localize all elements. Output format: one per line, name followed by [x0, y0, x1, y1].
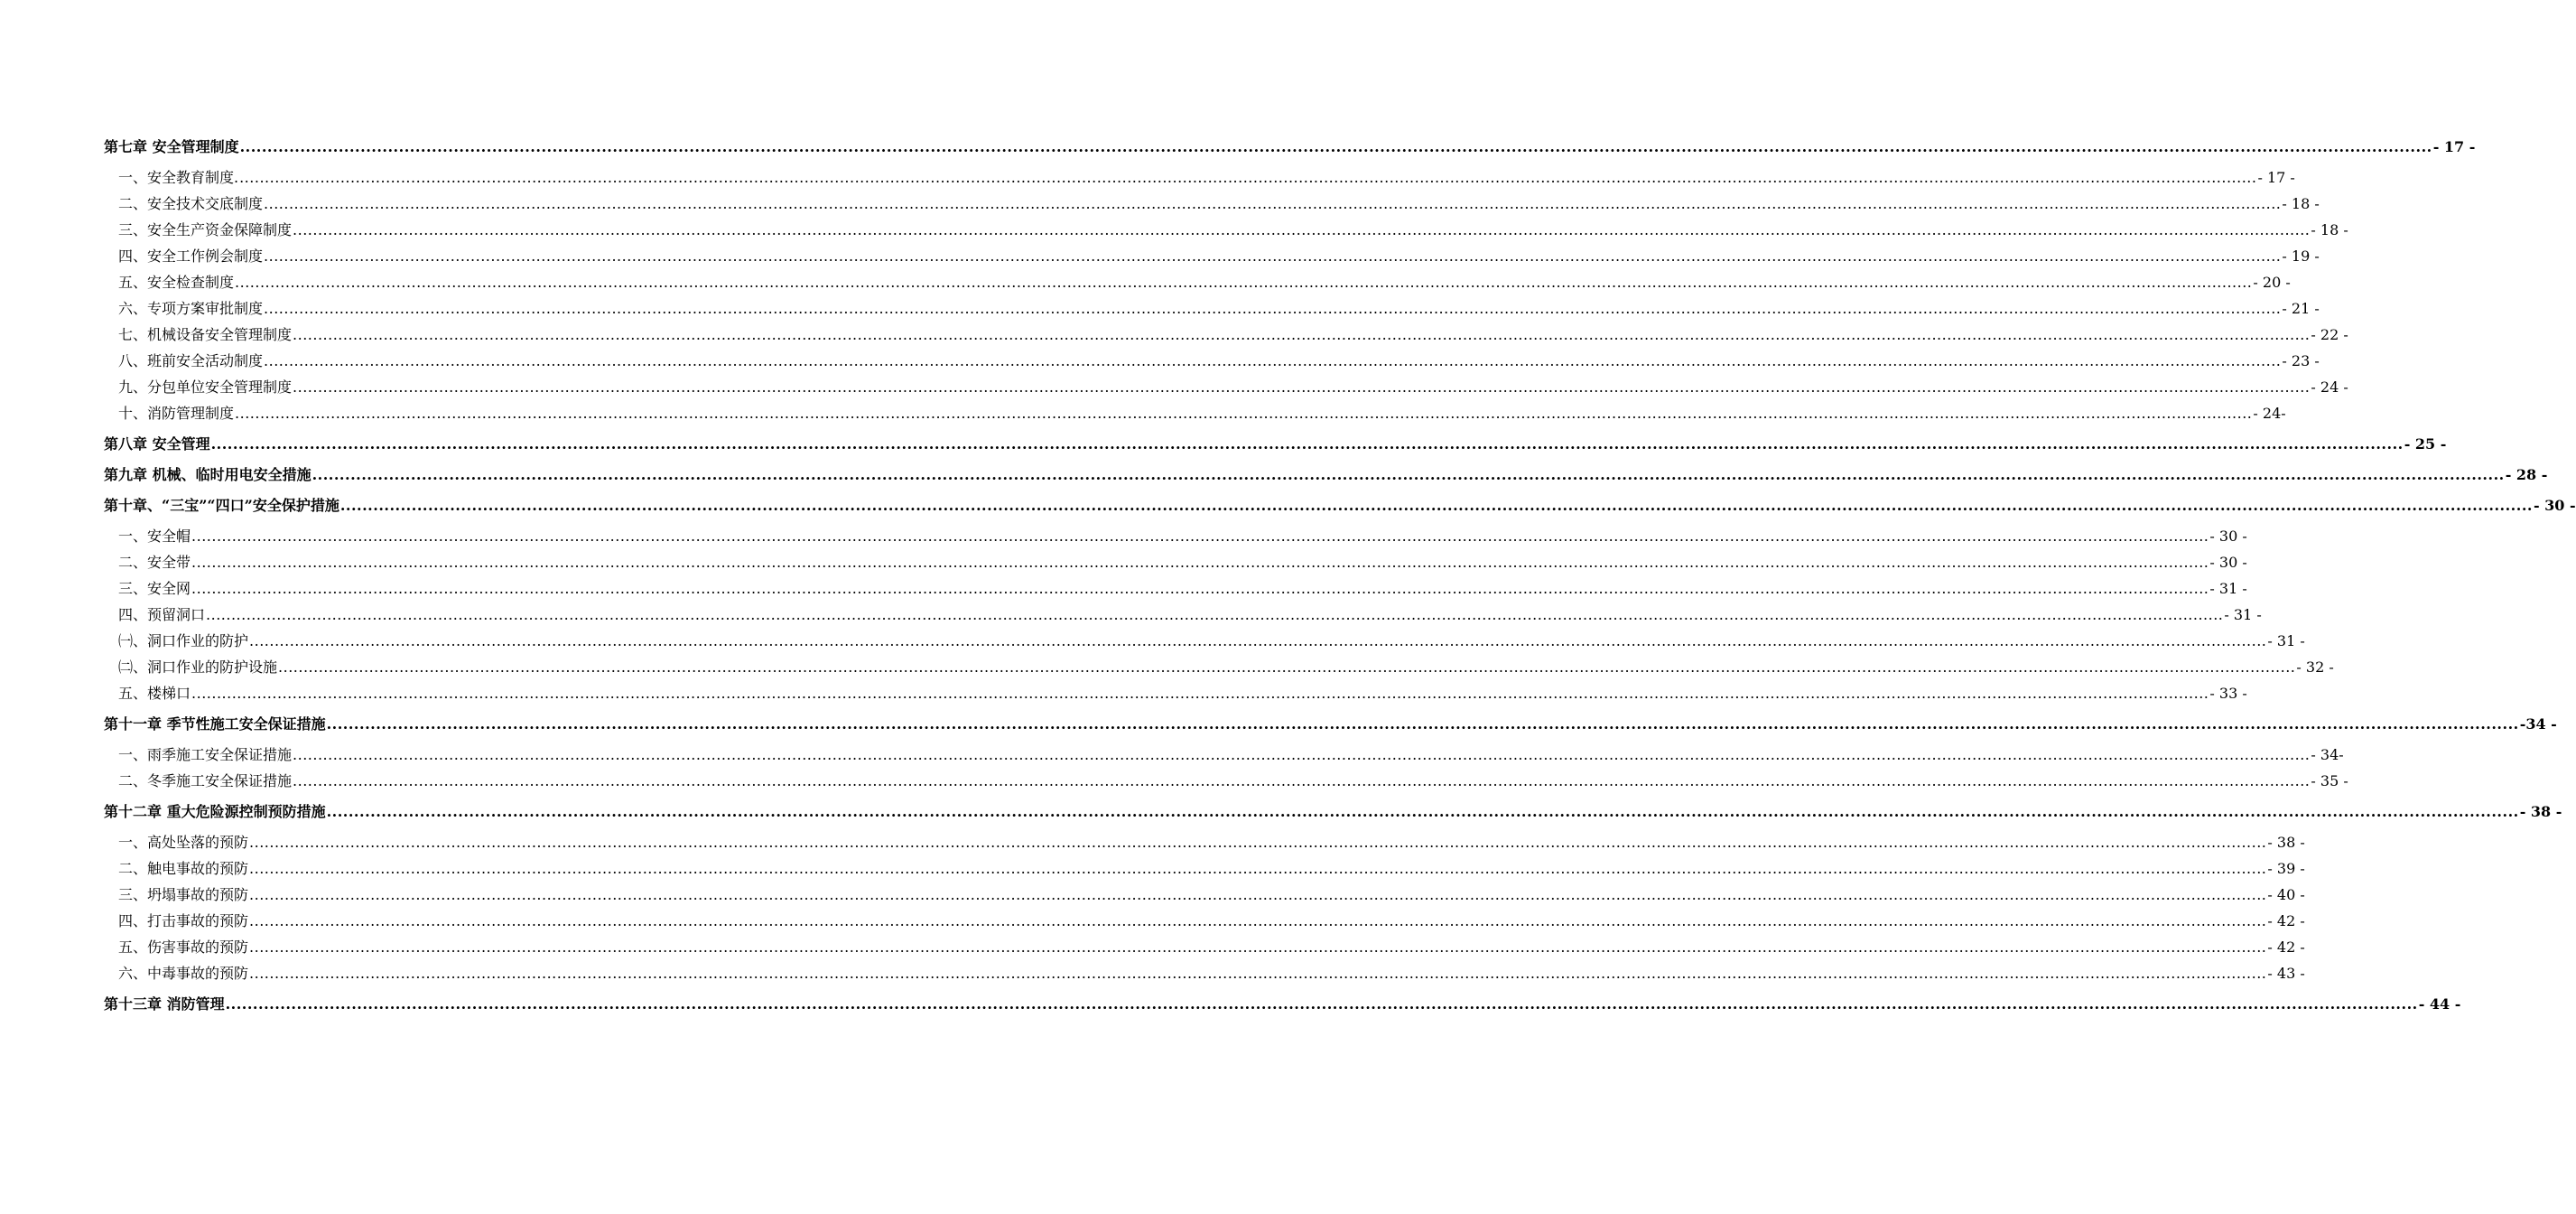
toc-section-entry[interactable]: [104, 960, 2305, 986]
toc-entry-title: 第十三章 消防管理: [104, 995, 225, 1013]
toc-page-number: - 32 -: [2296, 658, 2334, 676]
toc-entry-title: ㈡、洞口作业的防护设施: [118, 658, 278, 676]
dot-leader: ................................................................................................................................................................................................................................................................................................................................................................................................................: [249, 965, 2267, 982]
toc-entry-title: 第九章 机械、临时用电安全措施: [104, 466, 312, 483]
toc-entry-title: 第十一章 季节性施工安全保证措施: [104, 715, 326, 733]
toc-entry-title: 第八章 安全管理: [104, 435, 210, 453]
dot-leader: ................................................................................................................................................................................................................................................................................................................................................................................................................: [191, 580, 2209, 597]
toc-page-number: - 28 -: [2505, 466, 2548, 483]
toc-page-number: - 24 -: [2311, 378, 2348, 396]
toc-section-entry[interactable]: [104, 768, 2348, 794]
toc-section-entry[interactable]: [104, 295, 2320, 322]
toc-entry-title: 八、班前安全活动制度: [118, 352, 264, 369]
toc-entry-title: 九、分包单位安全管理制度: [118, 378, 293, 396]
toc-page-number: - 31 -: [2224, 606, 2262, 623]
toc-entry-title: 一、雨季施工安全保证措施: [118, 746, 293, 763]
dot-leader: ................................................................................................................................................................................................................................................................................................................................................................................................................: [191, 685, 2209, 702]
dot-leader: ................................................................................................................................................................................................................................................................................................................................................................................................................: [249, 632, 2267, 649]
toc-entry-title: 三、坍塌事故的预防: [118, 886, 249, 903]
toc-section-entry[interactable]: [104, 882, 2305, 908]
dot-leader: ................................................................................................................................................................................................................................................................................................................................................................................................................: [264, 352, 2282, 369]
dot-leader: ................................................................................................................................................................................................................................................................................................................................................................................................................: [293, 326, 2311, 343]
dot-leader: ................................................................................................................................................................................................................................................................................................................................................................................................................: [210, 435, 2404, 453]
toc-chapter-entry[interactable]: [104, 134, 2476, 160]
toc-section-entry[interactable]: [104, 680, 2247, 706]
toc-entry-title: 二、安全技术交底制度: [118, 195, 264, 212]
table-of-contents: [104, 134, 2576, 1022]
toc-page-number: - 31 -: [2267, 632, 2305, 649]
toc-page-number: - 18 -: [2311, 221, 2348, 238]
dot-leader: ................................................................................................................................................................................................................................................................................................................................................................................................................: [225, 995, 2418, 1013]
toc-entry-title: 五、安全检查制度: [118, 274, 235, 291]
toc-page-number: - 31 -: [2209, 580, 2247, 597]
toc-page-number: - 38 -: [2267, 834, 2305, 851]
toc-page-number: - 17 -: [2432, 138, 2476, 155]
toc-page-number: - 23 -: [2282, 352, 2320, 369]
toc-page-number: - 22 -: [2311, 326, 2348, 343]
toc-entry-title: 三、安全生产资金保障制度: [118, 221, 293, 238]
dot-leader: ................................................................................................................................................................................................................................................................................................................................................................................................................: [249, 912, 2267, 929]
toc-entry-title: 二、冬季施工安全保证措施: [118, 772, 293, 789]
toc-section-entry[interactable]: [104, 400, 2286, 426]
dot-leader: ................................................................................................................................................................................................................................................................................................................................................................................................................: [326, 803, 2519, 820]
toc-page-number: - 43 -: [2267, 965, 2305, 982]
toc-section-entry[interactable]: [104, 374, 2348, 400]
toc-page-number: - 30 -: [2209, 554, 2247, 571]
toc-page-number: - 18 -: [2282, 195, 2320, 212]
dot-leader: ................................................................................................................................................................................................................................................................................................................................................................................................................: [191, 554, 2209, 571]
toc-entry-title: 第七章 安全管理制度: [104, 138, 239, 155]
toc-page-number: - 40 -: [2267, 886, 2305, 903]
toc-section-entry[interactable]: [104, 575, 2247, 602]
toc-section-entry[interactable]: [104, 742, 2344, 768]
toc-section-entry[interactable]: [104, 628, 2305, 654]
toc-page-number: - 20 -: [2253, 274, 2291, 291]
toc-entry-title: 十、消防管理制度: [118, 405, 235, 422]
toc-entry-title: 一、安全教育制度.: [118, 169, 239, 186]
dot-leader: ................................................................................................................................................................................................................................................................................................................................................................................................................: [278, 658, 2296, 676]
toc-entry-title: 六、专项方案审批制度: [118, 300, 264, 317]
toc-section-entry[interactable]: [104, 217, 2348, 243]
toc-entry-title: 四、安全工作例会制度: [118, 247, 264, 265]
toc-page-number: - 25 -: [2404, 435, 2447, 453]
toc-page-number: - 17 -: [2257, 169, 2295, 186]
toc-entry-title: 一、安全帽: [118, 528, 191, 545]
toc-section-entry[interactable]: [104, 191, 2320, 217]
toc-page-number: - 30 -: [2209, 528, 2247, 545]
toc-section-entry[interactable]: [104, 348, 2320, 374]
toc-chapter-entry[interactable]: [104, 462, 2548, 488]
toc-entry-title: 一、高处坠落的预防: [118, 834, 249, 851]
dot-leader: ................................................................................................................................................................................................................................................................................................................................................................................................................: [249, 886, 2267, 903]
toc-entry-title: 五、伤害事故的预防: [118, 939, 249, 956]
toc-section-entry[interactable]: [104, 829, 2305, 855]
toc-entry-title: 六、中毒事故的预防: [118, 965, 249, 982]
toc-section-entry[interactable]: [104, 243, 2320, 269]
toc-page-number: - 30 -: [2533, 497, 2576, 514]
toc-section-entry[interactable]: [104, 908, 2305, 934]
toc-entry-title: 三、安全网: [118, 580, 191, 597]
toc-entry-title: 二、触电事故的预防: [118, 860, 249, 877]
toc-section-entry[interactable]: [104, 855, 2305, 882]
toc-entry-title: 第十章、“三宝”“四口”安全保护措施: [104, 497, 339, 514]
toc-section-entry[interactable]: [104, 164, 2295, 191]
toc-section-entry[interactable]: [104, 654, 2334, 680]
dot-leader: ................................................................................................................................................................................................................................................................................................................................................................................................................: [293, 772, 2311, 789]
toc-page-number: - 42 -: [2267, 939, 2305, 956]
dot-leader: ................................................................................................................................................................................................................................................................................................................................................................................................................: [249, 939, 2267, 956]
dot-leader: ................................................................................................................................................................................................................................................................................................................................................................................................................: [249, 860, 2267, 877]
toc-entry-title: 五、楼梯口: [118, 685, 191, 702]
dot-leader: ................................................................................................................................................................................................................................................................................................................................................................................................................: [312, 466, 2505, 483]
toc-chapter-entry[interactable]: [104, 798, 2562, 825]
dot-leader: ................................................................................................................................................................................................................................................................................................................................................................................................................: [249, 834, 2267, 851]
toc-page-number: - 19 -: [2282, 247, 2320, 265]
toc-entry-title: 二、安全带: [118, 554, 191, 571]
toc-entry-title: 七、机械设备安全管理制度: [118, 326, 293, 343]
toc-section-entry[interactable]: [104, 549, 2247, 575]
toc-entry-title: 四、打击事故的预防: [118, 912, 249, 929]
toc-section-entry[interactable]: [104, 269, 2291, 295]
toc-page-number: - 39 -: [2267, 860, 2305, 877]
toc-page-number: - 42 -: [2267, 912, 2305, 929]
dot-leader: ................................................................................................................................................................................................................................................................................................................................................................................................................: [293, 221, 2311, 238]
dot-leader: ................................................................................................................................................................................................................................................................................................................................................................................................................: [293, 746, 2311, 763]
dot-leader: ................................................................................................................................................................................................................................................................................................................................................................................................................: [235, 274, 2253, 291]
toc-chapter-entry[interactable]: [104, 431, 2447, 457]
dot-leader: ................................................................................................................................................................................................................................................................................................................................................................................................................: [239, 138, 2432, 155]
toc-section-entry[interactable]: [104, 322, 2348, 348]
toc-section-entry[interactable]: [104, 934, 2305, 960]
dot-leader: ................................................................................................................................................................................................................................................................................................................................................................................................................: [293, 378, 2311, 396]
toc-page-number: - 34-: [2311, 746, 2344, 763]
toc-chapter-entry[interactable]: [104, 991, 2461, 1017]
dot-leader: ................................................................................................................................................................................................................................................................................................................................................................................................................: [239, 169, 2257, 186]
toc-page-number: -34 -: [2519, 715, 2557, 733]
toc-entry-title: 第十二章 重大危险源控制预防措施: [104, 803, 326, 820]
toc-chapter-entry[interactable]: [104, 711, 2557, 737]
dot-leader: ................................................................................................................................................................................................................................................................................................................................................................................................................: [191, 528, 2209, 545]
toc-section-entry[interactable]: [104, 523, 2247, 549]
dot-leader: ................................................................................................................................................................................................................................................................................................................................................................................................................: [206, 606, 2224, 623]
dot-leader: ................................................................................................................................................................................................................................................................................................................................................................................................................: [264, 195, 2282, 212]
toc-page-number: - 33 -: [2209, 685, 2247, 702]
dot-leader: ................................................................................................................................................................................................................................................................................................................................................................................................................: [326, 715, 2519, 733]
toc-section-entry[interactable]: [104, 602, 2262, 628]
toc-page-number: - 35 -: [2311, 772, 2348, 789]
dot-leader: ................................................................................................................................................................................................................................................................................................................................................................................................................: [235, 405, 2253, 422]
toc-chapter-entry[interactable]: [104, 492, 2576, 518]
toc-page-number: - 38 -: [2519, 803, 2562, 820]
dot-leader: ................................................................................................................................................................................................................................................................................................................................................................................................................: [339, 497, 2533, 514]
toc-page-number: - 21 -: [2282, 300, 2320, 317]
toc-page-number: - 24-: [2253, 405, 2286, 422]
dot-leader: ................................................................................................................................................................................................................................................................................................................................................................................................................: [264, 247, 2282, 265]
toc-page-number: - 44 -: [2418, 995, 2461, 1013]
toc-entry-title: ㈠、洞口作业的防护: [118, 632, 249, 649]
dot-leader: ................................................................................................................................................................................................................................................................................................................................................................................................................: [264, 300, 2282, 317]
toc-entry-title: 四、预留洞口: [118, 606, 206, 623]
